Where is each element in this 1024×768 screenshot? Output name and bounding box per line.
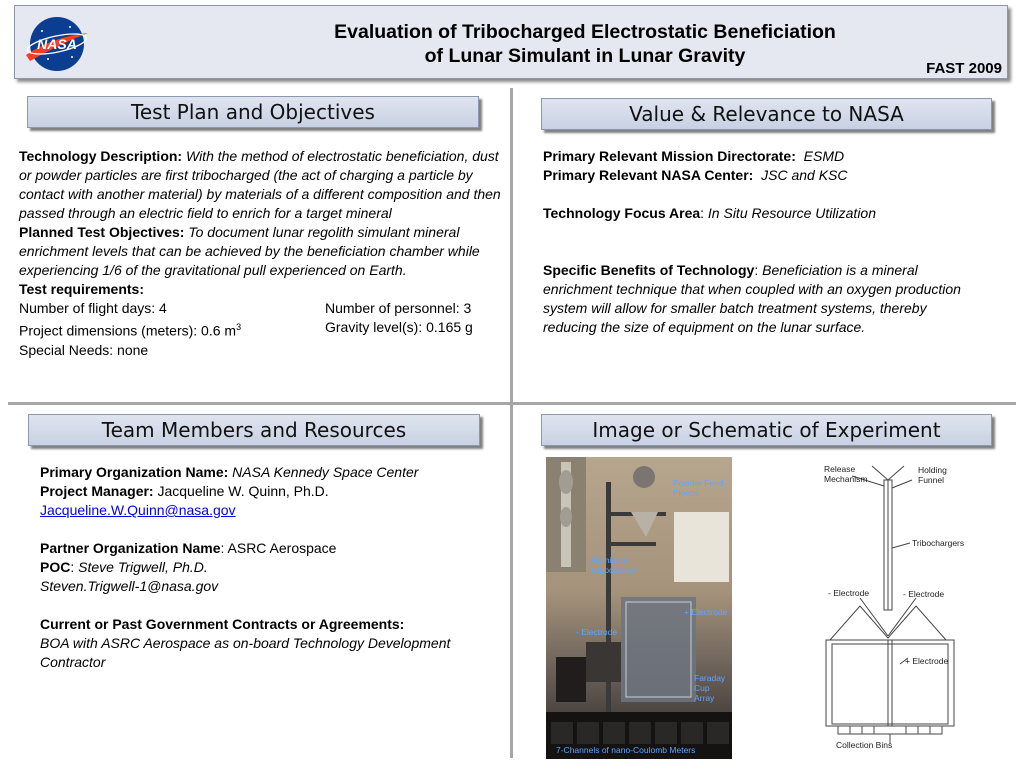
schematic-label-bins: Collection Bins: [836, 740, 893, 750]
horizontal-divider: [8, 402, 1016, 405]
req-row-2: Project dimensions (meters): 0.6 $m^3$ Gravity level(s): 0.165 g: [19, 319, 473, 339]
team-heading: Team Members and Resources: [28, 414, 480, 446]
nasa-logo: [22, 13, 92, 75]
benefits: Specific Benefits of Technology: Beneficiation is a mineral enrichment technique that when coupled with an oxygen production system will allow for smaller batch treatment systems, thereby reducing the size of equipment on the lunar surface.: [543, 262, 961, 335]
value-body: [543, 147, 983, 337]
nasa-logo-text: NASA: [37, 36, 77, 52]
schematic-label-release: Release Mechanism: [824, 464, 868, 484]
experiment-photo: [546, 457, 732, 759]
focus-area: Technology Focus Area: In Situ Resource Utilization: [543, 205, 876, 221]
schematic-label-funnel: Holding Funnel: [918, 465, 947, 485]
requirements-label: Test requirements:: [19, 281, 144, 297]
value-heading: Value & Relevance to NASA: [541, 98, 992, 130]
primary-org: Primary Organization Name: NASA Kennedy Space Center: [40, 464, 419, 480]
photo-label-meters: 7-Channels of nano-Coulomb Meters: [556, 745, 696, 755]
title-line-2: of Lunar Simulant in Lunar Gravity: [424, 45, 746, 67]
photo-label-electrode-pos: + Electrode: [684, 607, 728, 617]
special-needs: Special Needs: none: [19, 341, 149, 358]
objectives: Planned Test Objectives: To document lunar regolith simulant mineral enrichment levels that can be achieved by the beneficiation chamber while experiencing 1/6 of the gravitational pull experienced on Earth.: [19, 224, 480, 278]
test-plan-heading: Test Plan and Objectives: [27, 96, 479, 128]
photo-label-faraday: Faraday Cup Array: [694, 673, 726, 703]
experiment-schematic: [800, 458, 1000, 758]
poc-email: Steven.Trigwell-1@nasa.gov: [40, 578, 219, 594]
image-heading: Image or Schematic of Experiment: [541, 414, 992, 446]
page-title: [252, 20, 918, 68]
contracts-label: Current or Past Government Contracts or Agreements:: [40, 616, 405, 632]
test-plan-body: [19, 147, 504, 360]
schematic-label-electrode-pos: + Electrode: [905, 656, 949, 666]
project-manager: Project Manager: Jacqueline W. Quinn, Ph.D.: [40, 483, 329, 499]
center: Primary Relevant NASA Center: JSC and KSC: [543, 167, 848, 183]
team-body: [40, 463, 490, 672]
poc: POC: Steve Trigwell, Ph.D.: [40, 559, 208, 575]
photo-label-powder: Powder Feed Pipette: [673, 478, 724, 498]
photo-label-aluminum: Aluminum Tribocharger: [590, 555, 638, 575]
vertical-divider: [510, 88, 513, 758]
fast-badge: FAST 2009: [926, 60, 1002, 77]
title-line-1: Evaluation of Tribocharged Electrostatic Beneficiation: [334, 21, 836, 43]
partner-org: Partner Organization Name: ASRC Aerospace: [40, 540, 337, 556]
tech-desc: Technology Description: With the method of electrostatic beneficiation, dust or powder particles are first tribocharged (the act of charging a particle by contact with another material) by materials of a different composition and then passed through an electric field to enrich for a target mineral: [19, 148, 501, 221]
photo-label-electrode-neg: - Electrode: [576, 627, 618, 637]
req-row-1: Number of flight days: 4 Number of personnel: 3: [19, 300, 472, 316]
schematic-label-electrode-right: - Electrode: [903, 589, 945, 599]
contracts-text: BOA with ASRC Aerospace as on-board Technology Development Contractor: [40, 635, 451, 670]
pm-email-link[interactable]: Jacqueline.W.Quinn@nasa.gov: [40, 502, 236, 518]
directorate: Primary Relevant Mission Directorate: ESMD: [543, 148, 845, 164]
schematic-label-tribochargers: Tribochargers: [912, 538, 965, 548]
schematic-label-electrode-left: - Electrode: [828, 588, 870, 598]
